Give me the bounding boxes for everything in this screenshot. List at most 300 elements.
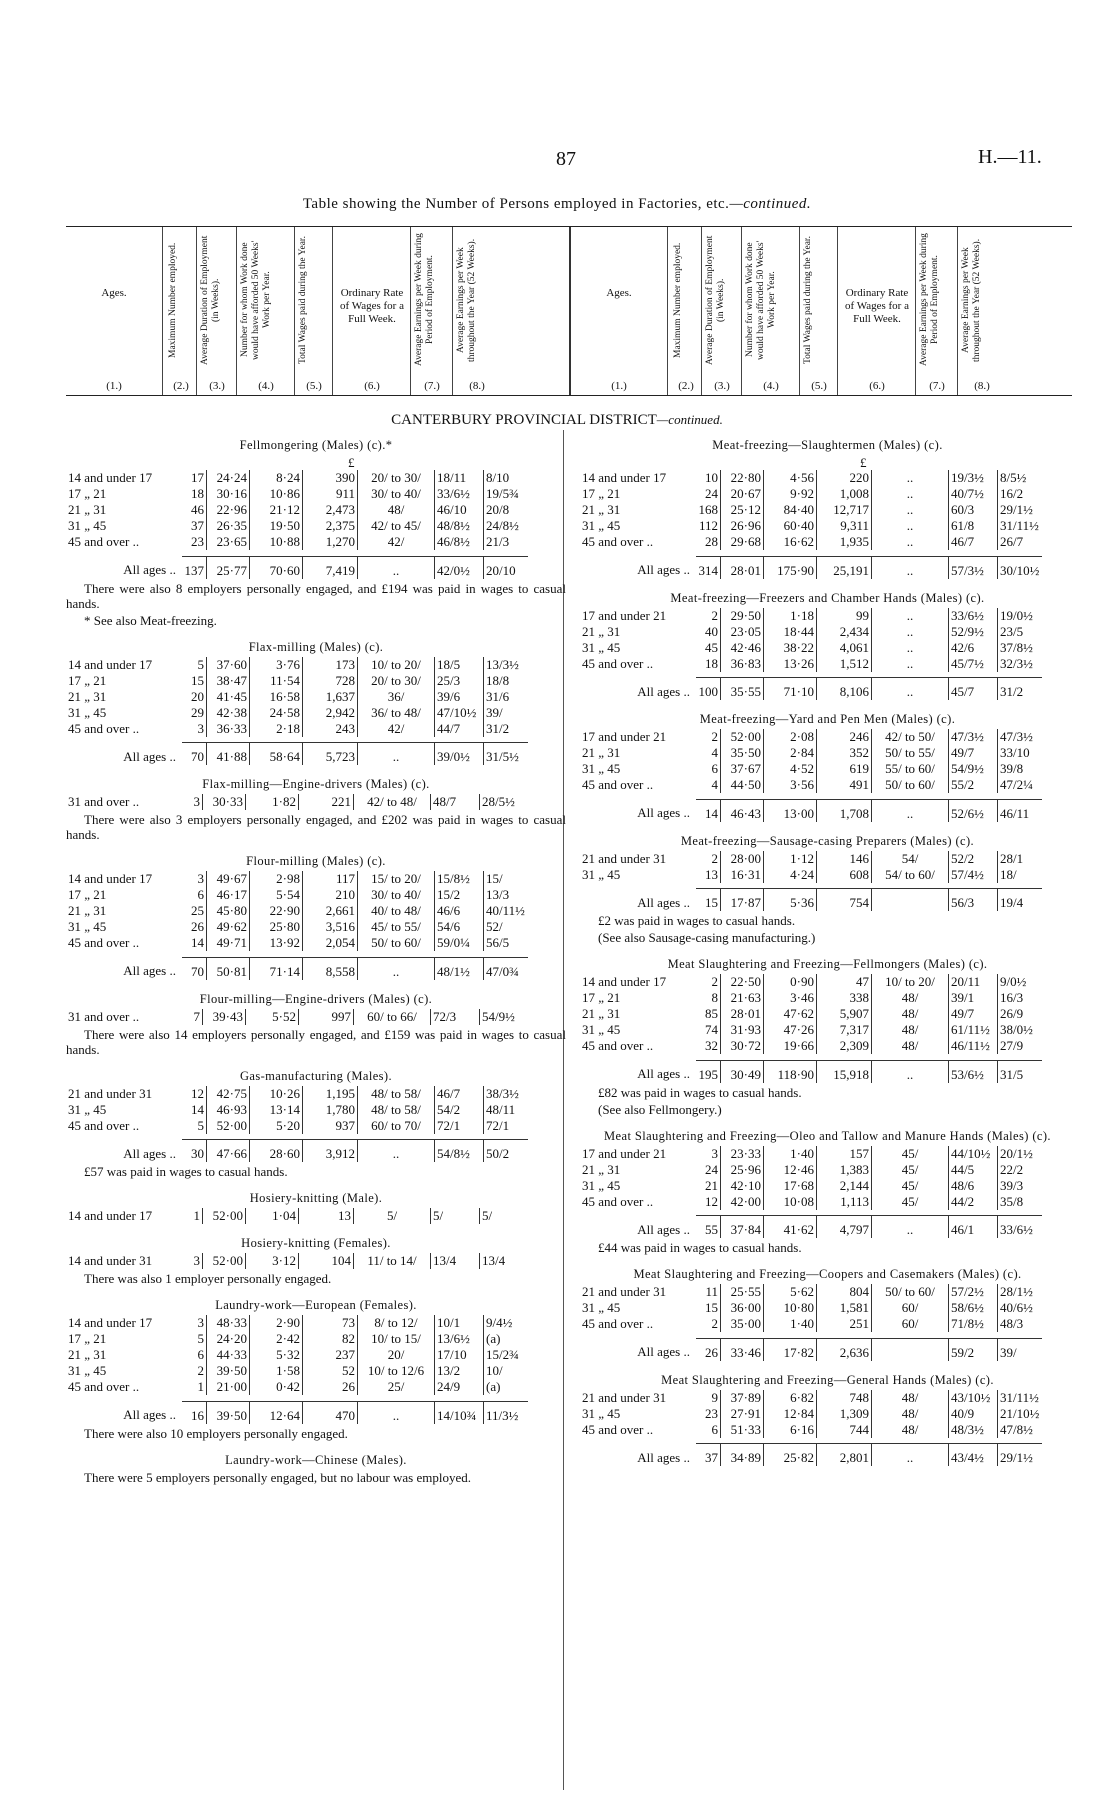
cell-c4: 13·26 <box>764 656 817 672</box>
section-title: Laundry-work—Chinese (Males). <box>225 1452 407 1467</box>
cell-c5: 1,008 <box>817 486 872 502</box>
total-c2: 137 <box>182 556 207 579</box>
total-c4: 5·36 <box>764 889 817 912</box>
cell-c2: 3 <box>178 794 203 810</box>
cell-c4: 60·40 <box>764 518 817 534</box>
header-number: (5.) <box>811 380 827 392</box>
page-reference: H.—11. <box>978 146 1042 168</box>
cell-c8: 10/ <box>484 1363 529 1379</box>
cell-c2: 3 <box>182 721 207 737</box>
table-row <box>580 990 1042 1006</box>
cell-c3: 28·00 <box>721 851 764 867</box>
cell-age: 17 „ 21 <box>582 990 621 1005</box>
total-c6: .. <box>872 1060 949 1083</box>
cell-c3: 46·93 <box>207 1102 250 1118</box>
cell-age: 21 „ 31 <box>582 623 621 639</box>
cell-age: 31 and over .. <box>68 1008 140 1024</box>
total-c5: 4,797 <box>817 1216 872 1239</box>
cell-c6: 48/ <box>901 1038 919 1053</box>
cell-c8: 40/11½ <box>484 903 529 919</box>
cell-c2: 1 <box>182 1379 207 1395</box>
cell-age: 45 and over .. <box>582 1421 654 1437</box>
cell-c5: 173 <box>303 657 358 673</box>
table-row <box>580 1146 1042 1162</box>
cell-c4: 22·90 <box>250 903 303 919</box>
table-row <box>580 608 1042 624</box>
total-c3: 50·81 <box>207 957 250 980</box>
cell-c8: 48/11 <box>484 1102 529 1118</box>
section-title: Meat Slaughtering and Freezing—Fellmongers (Males) (c). <box>667 957 988 971</box>
cell-c7: 61/11½ <box>949 1022 998 1038</box>
cell-age: 31 „ 45 <box>68 518 107 533</box>
header-label: Average Duration of Employment (in Weeks). <box>200 235 221 365</box>
cell-c5: 2,942 <box>303 705 358 721</box>
cell-c3: 28·01 <box>721 1006 764 1022</box>
cell-c3: 45·80 <box>207 903 250 919</box>
cell-c7: 48/3½ <box>949 1422 998 1438</box>
total-c6: .. <box>872 1444 949 1467</box>
total-c5: 3,912 <box>303 1140 358 1163</box>
note: £57 was paid in wages to casual hands. <box>84 1164 288 1179</box>
cell-c8: 39/ <box>484 705 529 721</box>
cell-c8: 47/8½ <box>998 1422 1043 1438</box>
total-age: All ages .. <box>637 805 690 821</box>
header-cell-8 <box>454 227 500 395</box>
cell-c3: 22·80 <box>721 470 764 486</box>
total-c4: 70·60 <box>250 556 303 579</box>
cell-c5: 3,516 <box>303 919 358 935</box>
cell-c6: 48/ to 58/ <box>371 1085 421 1101</box>
total-c8: 31/2 <box>998 678 1043 701</box>
cell-c5: 608 <box>817 867 872 883</box>
total-c6 <box>872 1338 949 1361</box>
cell-c8: 19/5¾ <box>484 486 529 502</box>
table-row <box>580 1022 1042 1038</box>
table-row <box>580 502 1042 518</box>
cell-c6: 42/ to 48/ <box>367 794 417 809</box>
table-row <box>66 919 528 935</box>
cell-c5: 12,717 <box>817 502 872 518</box>
cell-c3: 23·33 <box>721 1146 764 1162</box>
cell-age: 31 „ 45 <box>68 1363 107 1378</box>
total-age: All ages .. <box>637 1221 690 1237</box>
cell-c3: 42·46 <box>721 640 764 656</box>
column-header <box>66 226 1072 396</box>
total-row <box>66 1401 528 1424</box>
cell-c3: 36·33 <box>207 721 250 737</box>
cell-age: 17 „ 21 <box>68 887 107 902</box>
cell-c4: 10·26 <box>250 1086 303 1102</box>
cell-c5: 997 <box>299 1009 354 1025</box>
cell-c4: 1·82 <box>246 794 299 810</box>
cell-c6: 10/ to 20/ <box>371 656 421 672</box>
total-c8: 19/4 <box>998 889 1043 912</box>
cell-c6: .. <box>906 502 914 517</box>
cell-age: 17 „ 21 <box>68 1331 107 1346</box>
total-row <box>580 799 1042 822</box>
cell-c7: 10/1 <box>435 1315 484 1331</box>
cell-c3: 39·43 <box>203 1009 246 1025</box>
total-age: All ages .. <box>637 683 690 699</box>
total-c3: 33·46 <box>721 1338 764 1361</box>
section-title: Flour-milling (Males) (c). <box>246 854 386 868</box>
cell-age: 45 and over .. <box>582 777 654 792</box>
cell-age: 14 and under 31 <box>68 1253 153 1268</box>
total-c4: 28·60 <box>250 1140 303 1163</box>
cell-c2: 25 <box>182 903 207 919</box>
data-table <box>580 470 1042 579</box>
total-c8: 31/5½ <box>484 743 529 766</box>
section-s1 <box>66 438 566 628</box>
cell-c7: 58/6½ <box>949 1300 998 1316</box>
cell-c7: 52/2 <box>949 851 998 867</box>
cell-c6: 48/ <box>901 1389 919 1405</box>
cell-age: 45 and over .. <box>68 1379 140 1394</box>
cell-c4: 1·04 <box>246 1208 299 1224</box>
cell-c6: 48/ <box>901 1022 919 1037</box>
total-c4: 175·90 <box>764 556 817 579</box>
table-row <box>580 1162 1042 1178</box>
cell-c3: 37·89 <box>721 1390 764 1406</box>
section-s4 <box>66 854 566 980</box>
cell-c3: 20·67 <box>721 486 764 502</box>
total-c7: 56/3 <box>949 889 998 912</box>
total-c5: 1,708 <box>817 799 872 822</box>
cell-c2: 37 <box>182 518 207 534</box>
cell-c7: 72/1 <box>435 1118 484 1134</box>
cell-c8: 31/11½ <box>998 1390 1043 1406</box>
table-row <box>66 486 528 502</box>
cell-c8: 38/3½ <box>484 1086 529 1102</box>
cell-c7: 44/2 <box>949 1194 998 1210</box>
cell-c6: 60/ <box>901 1300 919 1315</box>
cell-c4: 84·40 <box>764 502 817 518</box>
cell-c2: 18 <box>696 656 721 672</box>
total-c8: 46/11 <box>998 799 1043 822</box>
header-number: (4.) <box>763 380 779 392</box>
cell-age: 17 „ 21 <box>68 672 107 688</box>
cell-c6: 48/ <box>901 1421 919 1437</box>
cell-c7: 46/6 <box>435 903 484 919</box>
cell-age: 17 and under 21 <box>582 1145 667 1161</box>
cell-c3: 22·50 <box>721 974 764 990</box>
cell-c4: 3·12 <box>246 1253 299 1269</box>
cell-c5: 52 <box>303 1363 358 1379</box>
cell-c8: 37/8½ <box>998 640 1043 656</box>
cell-c2: 12 <box>182 1086 207 1102</box>
table-row <box>66 1102 528 1118</box>
total-c7: 45/7 <box>949 678 998 701</box>
cell-c7: 48/7 <box>431 794 480 810</box>
data-table <box>580 1390 1042 1467</box>
cell-c7: 59/0¼ <box>435 935 484 951</box>
cell-c5: 937 <box>303 1118 358 1134</box>
cell-c7: 49/7 <box>949 745 998 761</box>
header-number: (6.) <box>364 380 380 392</box>
cell-c7: 46/11½ <box>949 1038 998 1054</box>
cell-c3: 25·96 <box>721 1162 764 1178</box>
note: (See also Fellmongery.) <box>598 1101 722 1117</box>
cell-c5: 13 <box>299 1208 354 1224</box>
cell-c6: 55/ to 60/ <box>885 761 935 776</box>
total-row <box>580 1338 1042 1361</box>
cell-c8: 38/0½ <box>998 1022 1043 1038</box>
cell-c4: 11·54 <box>250 673 303 689</box>
total-c4: 58·64 <box>250 743 303 766</box>
total-c2: 37 <box>696 1444 721 1467</box>
cell-c5: 2,473 <box>303 502 358 518</box>
cell-c5: 491 <box>817 777 872 793</box>
cell-c5: 744 <box>817 1422 872 1438</box>
header-number: (7.) <box>424 380 440 392</box>
header-label: Total Wages paid during the Year. <box>298 236 308 364</box>
section-s7 <box>580 1267 1075 1361</box>
cell-c6: 5/ <box>386 1208 398 1223</box>
cell-age: 21 and under 31 <box>582 1389 667 1405</box>
header-cell-7 <box>917 227 958 395</box>
cell-c2: 45 <box>696 640 721 656</box>
total-c6: .. <box>872 678 949 701</box>
cell-c5: 237 <box>303 1347 358 1363</box>
cell-c3: 21·63 <box>721 990 764 1006</box>
cell-c4: 3·76 <box>250 657 303 673</box>
cell-c2: 85 <box>696 1006 721 1022</box>
cell-c2: 23 <box>696 1406 721 1422</box>
cell-c3: 38·47 <box>207 673 250 689</box>
cell-c4: 1·40 <box>764 1316 817 1332</box>
total-c7: 43/4½ <box>949 1444 998 1467</box>
total-age: All ages .. <box>637 562 690 578</box>
note: There were 5 employers personally engaged, but no labour was employed. <box>84 1469 471 1485</box>
cell-age: 14 and under 17 <box>68 656 153 672</box>
cell-c6: 42/ <box>387 720 405 736</box>
cell-c2: 14 <box>182 1102 207 1118</box>
cell-age: 17 „ 21 <box>68 486 107 501</box>
table-row <box>66 689 528 705</box>
cell-c4: 1·12 <box>764 851 817 867</box>
total-c4: 25·82 <box>764 1444 817 1467</box>
cell-c4: 8·24 <box>250 470 303 486</box>
header-cell-4 <box>743 227 800 395</box>
cell-c6: .. <box>906 486 914 501</box>
cell-c3: 42·10 <box>721 1178 764 1194</box>
cell-c3: 44·50 <box>721 777 764 793</box>
cell-c3: 36·83 <box>721 656 764 672</box>
total-c8: 30/10½ <box>998 556 1043 579</box>
total-row <box>580 889 1042 912</box>
table-row <box>580 867 1042 883</box>
cell-c3: 42·00 <box>721 1194 764 1210</box>
cell-c4: 1·58 <box>250 1363 303 1379</box>
cell-c5: 221 <box>299 794 354 810</box>
total-c2: 70 <box>182 957 207 980</box>
cell-c4: 1·40 <box>764 1146 817 1162</box>
cell-c6: 48/ <box>901 990 919 1005</box>
cell-c6: 45/ <box>901 1145 919 1161</box>
cell-c4: 18·44 <box>764 624 817 640</box>
cell-c3: 37·60 <box>207 657 250 673</box>
cell-c4: 24·58 <box>250 705 303 721</box>
total-c8: 29/1½ <box>998 1444 1043 1467</box>
cell-c3: 31·93 <box>721 1022 764 1038</box>
cell-c4: 19·50 <box>250 518 303 534</box>
cell-c5: 26 <box>303 1379 358 1395</box>
cell-c3: 30·33 <box>203 794 246 810</box>
table-row <box>66 673 528 689</box>
cell-c6: 48/ <box>387 502 405 517</box>
table-row <box>580 761 1042 777</box>
cell-age: 14 and under 17 <box>68 871 153 886</box>
total-c2: 15 <box>696 889 721 912</box>
header-number: (5.) <box>306 380 322 392</box>
cell-c8: 27/9 <box>998 1038 1043 1054</box>
cell-c4: 47·62 <box>764 1006 817 1022</box>
cell-c8: 5/ <box>480 1208 525 1224</box>
cell-age: 17 „ 21 <box>582 486 621 501</box>
cell-c7: 44/5 <box>949 1162 998 1178</box>
table-row <box>66 1009 524 1025</box>
cell-c6: 36/ to 48/ <box>371 704 421 720</box>
cell-c8: 39/3 <box>998 1178 1043 1194</box>
cell-c7: 46/8½ <box>435 534 484 550</box>
cell-c4: 3·46 <box>764 990 817 1006</box>
cell-c8: 39/8 <box>998 761 1043 777</box>
cell-age: 31 „ 45 <box>582 866 621 882</box>
cell-c7: 15/2 <box>435 887 484 903</box>
cell-c6: 30/ to 40/ <box>371 887 421 902</box>
cell-age: 31 and over .. <box>68 794 140 809</box>
cell-c4: 6·82 <box>764 1390 817 1406</box>
header-label: Average Earnings per Week throughout the Year (52 Weeks). <box>456 238 477 362</box>
data-table <box>580 974 1042 1083</box>
cell-c8: 16/3 <box>998 990 1043 1006</box>
cell-c7: 5/ <box>431 1208 480 1224</box>
cell-c8: 15/ <box>484 871 529 887</box>
total-c8: 47/0¾ <box>484 957 529 980</box>
table-row <box>580 486 1042 502</box>
table-row <box>580 1284 1042 1300</box>
cell-c2: 2 <box>696 974 721 990</box>
total-c2: 70 <box>182 743 207 766</box>
total-c6: .. <box>872 556 949 579</box>
cell-c3: 25·55 <box>721 1284 764 1300</box>
cell-c4: 2·08 <box>764 729 817 745</box>
total-c6: .. <box>358 743 435 766</box>
cell-c7: 72/3 <box>431 1009 480 1025</box>
total-c5: 2,801 <box>817 1444 872 1467</box>
total-c3: 25·77 <box>207 556 250 579</box>
total-c2: 195 <box>696 1060 721 1083</box>
cell-c7: 48/8½ <box>435 518 484 534</box>
cell-age: 45 and over .. <box>582 1193 654 1209</box>
total-c3: 30·49 <box>721 1060 764 1083</box>
total-row <box>66 1140 528 1163</box>
cell-c2: 6 <box>182 1347 207 1363</box>
data-table <box>66 1208 524 1224</box>
cell-c8: 48/3 <box>998 1316 1043 1332</box>
total-row <box>66 957 528 980</box>
total-c5: 470 <box>303 1401 358 1424</box>
cell-c4: 5·52 <box>246 1009 299 1025</box>
cell-c2: 13 <box>696 867 721 883</box>
cell-c3: 24·24 <box>207 470 250 486</box>
cell-c2: 3 <box>182 1315 207 1331</box>
cell-age: 14 and under 17 <box>582 470 667 485</box>
table-row <box>580 640 1042 656</box>
cell-age: 45 and over .. <box>68 534 140 549</box>
cell-c5: 9,311 <box>817 518 872 534</box>
cell-c5: 220 <box>817 470 872 486</box>
cell-c3: 29·50 <box>721 608 764 624</box>
data-table <box>580 608 1042 701</box>
cell-c5: 1,935 <box>817 534 872 550</box>
cell-c8: 15/2¾ <box>484 1347 529 1363</box>
cell-c2: 21 <box>696 1178 721 1194</box>
cell-c7: 40/9 <box>949 1406 998 1422</box>
cell-c2: 6 <box>182 887 207 903</box>
table-row <box>580 534 1042 550</box>
header-cell-6 <box>334 227 411 395</box>
section-title: Gas-manufacturing (Males). <box>239 1068 392 1083</box>
cell-c3: 30·16 <box>207 486 250 502</box>
cell-c2: 40 <box>696 624 721 640</box>
section-s2 <box>66 640 566 766</box>
cell-c6: 45/ to 55/ <box>371 919 421 934</box>
cell-c4: 9·92 <box>764 486 817 502</box>
cell-c3: 26·35 <box>207 518 250 534</box>
cell-c6: 50/ to 60/ <box>371 935 421 950</box>
cell-c3: 39·50 <box>207 1363 250 1379</box>
header-right <box>569 227 1074 395</box>
cell-c7: 43/10½ <box>949 1390 998 1406</box>
cell-c4: 2·84 <box>764 745 817 761</box>
cell-c4: 12·84 <box>764 1406 817 1422</box>
section-s8 <box>66 1236 566 1286</box>
cell-c3: 52·00 <box>721 729 764 745</box>
total-c5: 7,419 <box>303 556 358 579</box>
cell-c7: 25/3 <box>435 673 484 689</box>
header-cell-5 <box>801 227 838 395</box>
cell-age: 31 „ 45 <box>582 761 621 776</box>
cell-c8: 47/3½ <box>998 729 1043 745</box>
cell-age: 21 and under 31 <box>68 1085 153 1101</box>
table-row <box>66 502 528 518</box>
header-cell-3 <box>198 227 237 395</box>
data-table <box>66 871 528 980</box>
table-row <box>66 534 528 550</box>
cell-c5: 619 <box>817 761 872 777</box>
cell-c4: 17·68 <box>764 1178 817 1194</box>
cell-c6: 60/ to 70/ <box>371 1117 421 1133</box>
cell-c6: 10/ to 15/ <box>371 1331 421 1346</box>
total-c2: 14 <box>696 799 721 822</box>
cell-c3: 22·96 <box>207 502 250 518</box>
cell-c3: 30·72 <box>721 1038 764 1054</box>
cell-age: 45 and over .. <box>582 534 654 549</box>
section-s6 <box>66 1069 566 1180</box>
cell-c7: 52/9½ <box>949 624 998 640</box>
cell-c8: 40/6½ <box>998 1300 1043 1316</box>
total-age: All ages .. <box>123 562 176 578</box>
section-title: Meat Slaughtering and Freezing—Oleo and Tallow and Manure Hands (Males) (c). <box>604 1128 1051 1143</box>
table-row <box>580 777 1042 793</box>
cell-c6: 60/ to 66/ <box>367 1008 417 1024</box>
table-row <box>66 1086 528 1102</box>
note: £82 was paid in wages to casual hands. <box>598 1084 802 1100</box>
cell-c8: 13/4 <box>480 1253 525 1269</box>
cell-c7: 48/6 <box>949 1178 998 1194</box>
data-table <box>580 851 1042 912</box>
